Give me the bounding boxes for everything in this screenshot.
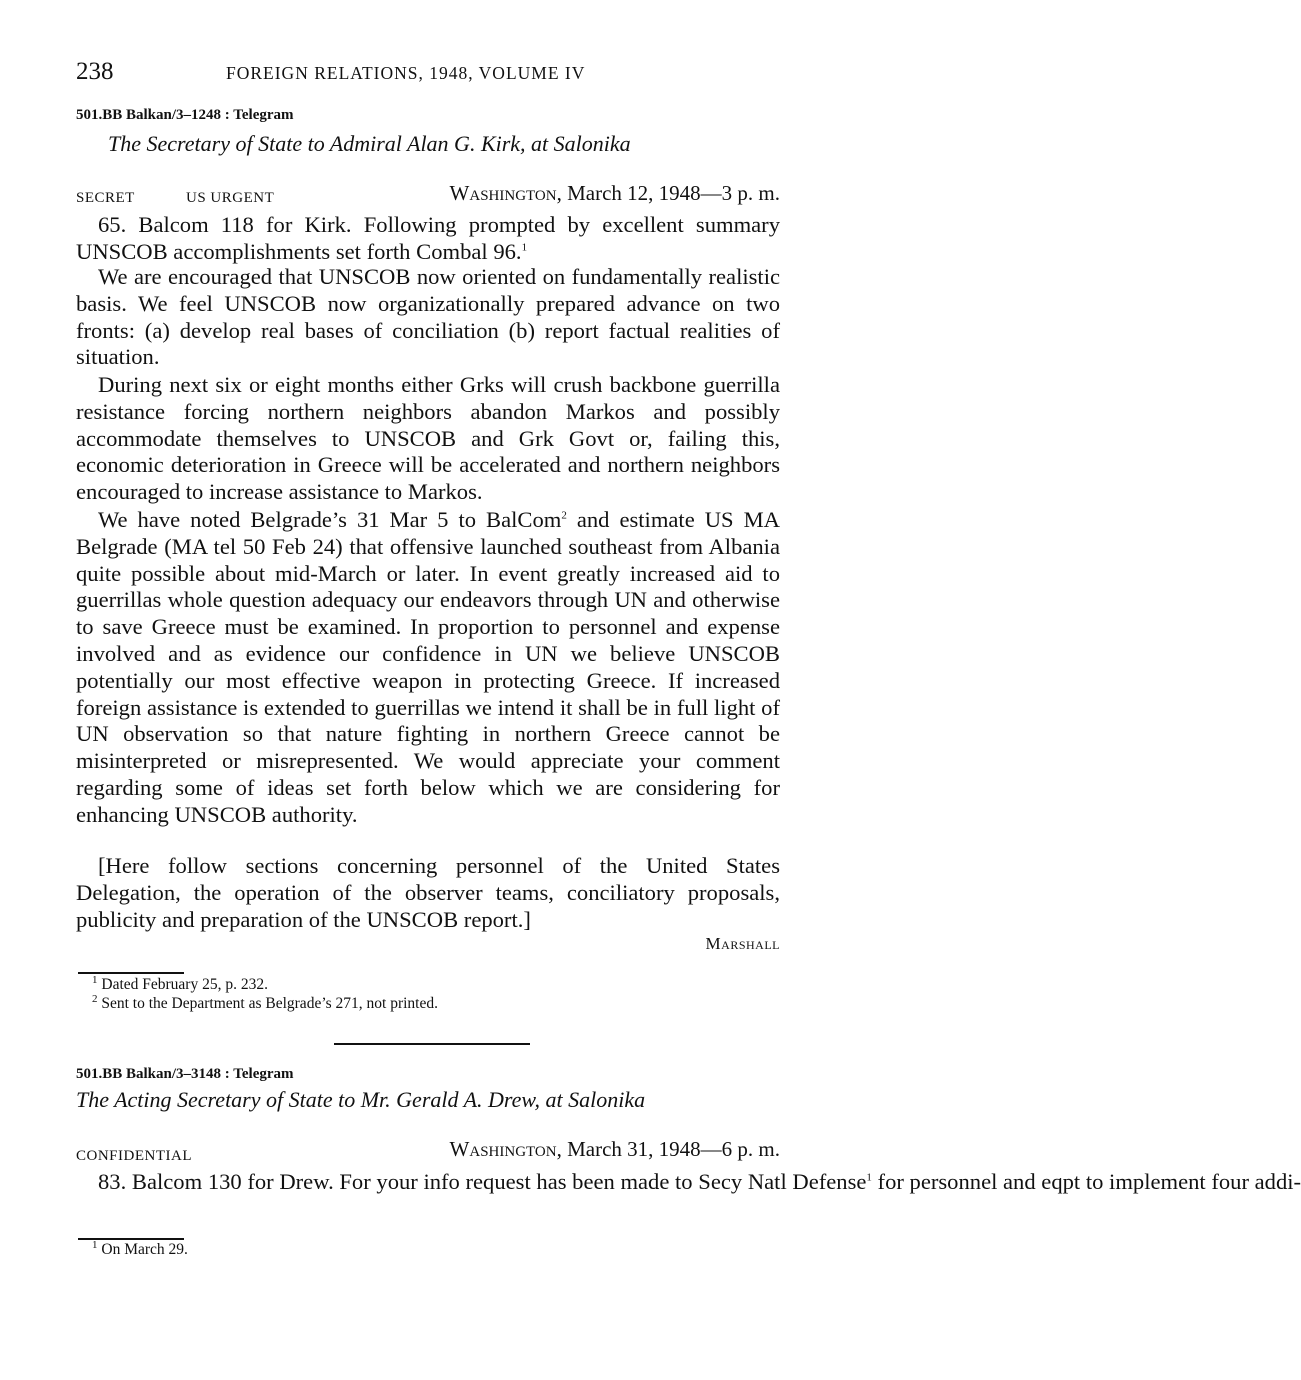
doc2-file-reference: 501.BB Balkan/3–3148 : Telegram xyxy=(76,1066,294,1082)
doc1-dateline xyxy=(450,181,780,206)
doc1-classification-secret: SECRET xyxy=(76,190,135,206)
doc1-paragraph-2: We are encouraged that UNSCOB now oriented on fundamentally realistic basis. We feel UNSCOB now organizationally prepared advance on two fronts: (a) develop real bases of conciliation (b) report factual realities of situation. xyxy=(76,264,780,370)
doc2-date-place: Washington xyxy=(449,1137,557,1161)
doc2-classification: CONFIDENTIAL xyxy=(76,1148,192,1164)
doc1-paragraph-4: We have noted Belgrade’s 31 Mar 5 to BalCom$^2$ and estimate US MA Belgrade (MA tel 50 Feb 24) that offensive launched southeast from Albania quite possible about mid-March or later. In event greatly increased aid to guerrillas whole question adequacy our endeavors through UN and otherwise to save Greece must be examined. In proportion to personnel and expense involved and as evidence our confidence in UN we believe UNSCOB potentially our most effective weapon in protecting Greece. If increased foreign assistance is extended to guerrillas we intend it shall be in full light of UN observation so that nature fighting in northern Greece cannot be misinterpreted or misrepresented. We would appreciate your comment regarding some of ideas set forth below which we are considering for enhancing UNSCOB authority. xyxy=(76,507,780,827)
doc2-paragraph-1: 83. Balcom 130 for Drew. For your info request has been made to Secy Natl Defense$^1$ for personnel and eqpt to implement four addi- xyxy=(98,1169,1301,1194)
doc1-addressee: The Secretary of State to Admiral Alan G. Kirk, at Salonika xyxy=(108,131,631,156)
doc1-footnote-ref-1: 1 xyxy=(521,241,528,254)
doc1-signature: Marshall xyxy=(705,934,780,953)
doc1-file-reference: 501.BB Balkan/3–1248 : Telegram xyxy=(76,107,294,123)
doc2-footnote-ref-1: 1 xyxy=(866,1171,872,1184)
doc1-paragraph-1: 65. Balcom 118 for Kirk. Following prompted by excellent summary UNSCOB accomplishments set forth Combal 96.$^1$ xyxy=(76,212,780,264)
page-number: 238 xyxy=(76,58,114,85)
doc1-paragraph-5: [Here follow sections concerning personnel of the United States Delegation, the operation of the observer teams, conciliatory proposals, publicity and preparation of the UNSCOB report.] xyxy=(76,853,780,932)
doc2-dateline xyxy=(450,1137,780,1162)
doc1-classification-urgent: US URGENT xyxy=(186,190,275,206)
doc2-footnote-1: $^1$ On March 29. xyxy=(92,1238,188,1258)
doc1-footnote-1: $^1$ Dated February 25, p. 232. xyxy=(92,973,268,993)
doc1-footnote-ref-2: 2 xyxy=(561,509,567,522)
running-title: FOREIGN RELATIONS, 1948, VOLUME IV xyxy=(226,63,586,83)
doc1-date-place: Washington xyxy=(449,181,557,205)
doc2-addressee: The Acting Secretary of State to Mr. Gerald A. Drew, at Salonika xyxy=(76,1087,646,1112)
doc1-date-rest: , March 12, 1948—3 p. m. xyxy=(556,181,780,205)
section-separator xyxy=(334,1043,530,1045)
doc1-footnote-2: $^2$ Sent to the Department as Belgrade’s 271, not printed. xyxy=(92,992,438,1012)
doc1-paragraph-3: During next six or eight months either Grks will crush backbone guerrilla resistance forcing northern neighbors abandon Markos and possibly accommodate themselves to UNSCOB and Grk Govt or, failing this, economic deterioration in Greece will be accelerated and northern neighbors encouraged to increase assistance to Markos. xyxy=(76,372,780,505)
doc2-date-rest: , March 31, 1948—6 p. m. xyxy=(556,1137,780,1161)
